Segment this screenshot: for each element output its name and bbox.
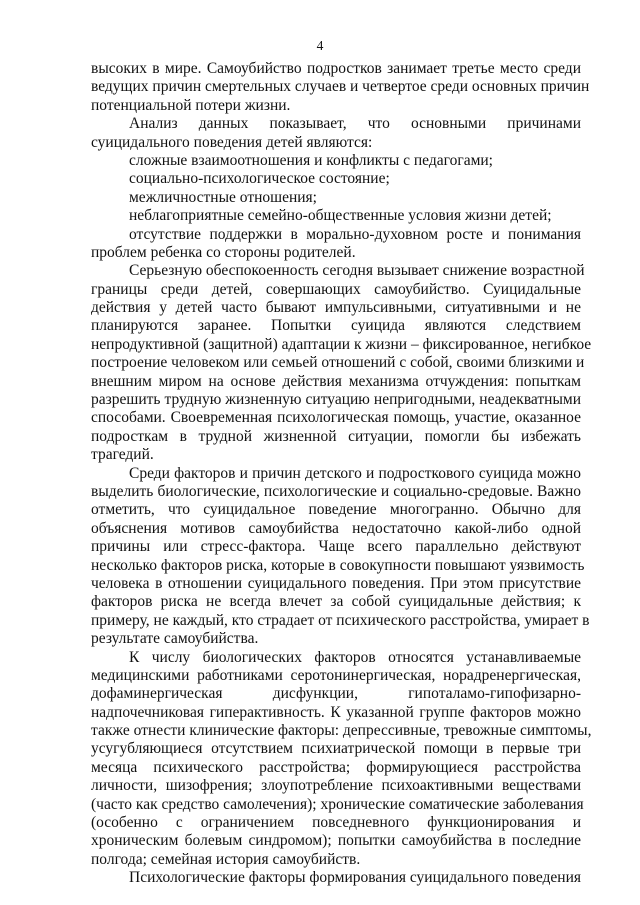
text-line: надпочечниковая гиперактивность. К указанной группе факторов можно [91,703,581,721]
text-line: суицидального поведения детей являются: [91,133,373,151]
text-line: подросткам в трудной жизненной ситуации, помогли бы избежать [91,427,581,445]
text-line: планируются заранее. Попытки суицида являются следствием [91,317,581,335]
text-line: (часто как средство самолечения); хронические соматические заболевания [91,795,584,813]
text-line: проблем ребенка со стороны родителей. [91,243,356,261]
document-body [91,60,592,888]
text-line: медицинскими работниками серотонинергическая, норадренергическая, [91,666,581,684]
text-line: результате самоубийства. [91,630,259,648]
text-line: человека в отношении суицидального поведения. При этом присутствие [91,574,581,592]
text-line: (особенно с ограничением повседневного функционирования и [91,814,581,832]
text-line: факторов риска не всегда влечет за собой суицидальные действия; к [91,593,581,611]
text-line: социально-психологическое состояние; [129,170,390,188]
text-line: примеру, не каждый, кто страдает от психического расстройства, умирает в [91,611,590,629]
text-line: полгода; семейная история самоубийств. [91,850,361,868]
text-line: неблагоприятные семейно-общественные условия жизни детей; [129,207,552,225]
text-line: выделить биологические, психологические и социально-средовые. Важно [91,482,581,500]
text-line: отметить, что суицидальное поведение многогранно. Обычно для [91,501,581,519]
text-line: сложные взаимоотношения и конфликты с педагогами; [129,151,493,169]
text-line: разрешить трудную жизненную ситуацию непригодными, неадекватными [91,391,581,409]
text-line: личности, шизофрения; злоупотребление психоактивными веществами [91,777,581,795]
text-line: причины или стресс-фактора. Чаще всего параллельно действуют [91,538,581,556]
text-line: Психологические факторы формирования суицидального поведения [129,869,581,887]
text-line: Анализ данных показывает, что основными причинами [129,115,581,133]
text-line: отсутствие поддержки в морально-духовном росте и понимания [129,225,581,243]
text-line: действия у детей часто бывают импульсивными, ситуативными и не [91,299,581,317]
text-line: несколько факторов риска, которые в совокупности повышают уязвимость [91,556,585,574]
text-line: границы среди детей, совершающих самоубийство. Суицидальные [91,280,581,298]
text-line: трагедий. [91,446,154,464]
text-line: Серьезную обеспокоенность сегодня вызывает снижение возрастной [129,262,585,280]
page-number: 4 [316,38,324,53]
text-line: К числу биологических факторов относятся устанавливаемые [129,648,581,666]
text-line: дофаминергическая дисфункции, гипоталамо-гипофизарно- [91,685,581,703]
text-line: объяснения мотивов самоубийства недостаточно какой-либо одной [91,519,581,537]
text-line: хроническим болевым синдромом); попытки самоубийства в последние [91,832,581,850]
text-line: непродуктивной (защитной) адаптации к жизни – фиксированное, негибкое [91,335,592,353]
text-line: построение человеком или семьей отношений с собой, своими близкими и [91,354,585,372]
text-line: внешним миром на основе действия механизма отчуждения: попыткам [91,372,581,390]
text-line: месяца психического расстройства; формирующиеся расстройства [91,758,581,776]
text-line: способами. Своевременная психологическая помощь, участие, оказанное [91,409,581,427]
text-line: потенциальной потери жизни. [91,96,291,114]
text-line: Среди факторов и причин детского и подросткового суицида можно [129,464,581,482]
text-line: высоких в мире. Самоубийство подростков занимает третье место среди [91,60,581,77]
text-line: также отнести клинические факторы: депрессивные, тревожные симптомы, [91,722,592,740]
text-line: межличностные отношения; [129,188,317,206]
text-line: усугубляющиеся отсутствием психиатрической помощи в первые три [91,740,581,758]
text-line: ведущих причин смертельных случаев и четвертое среди основных причин [91,78,590,96]
